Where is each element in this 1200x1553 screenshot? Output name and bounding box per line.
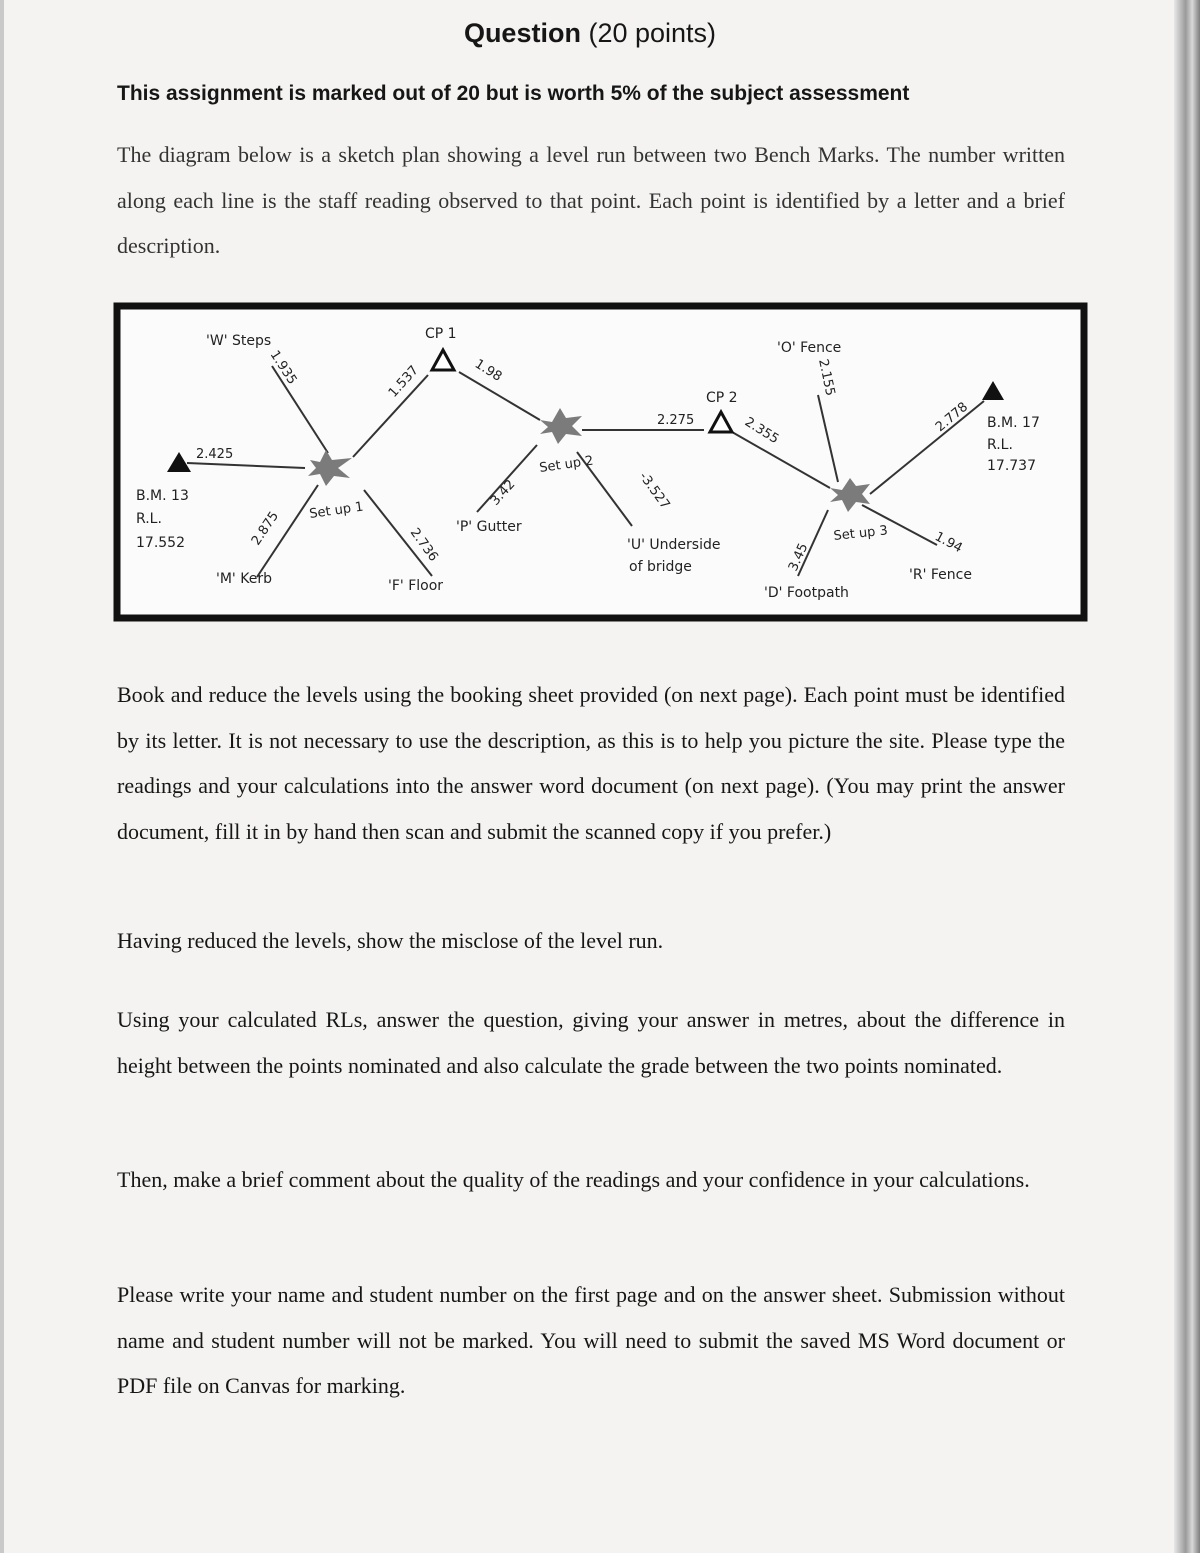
instruction-submission: Please write your name and student number on the first page and on the answer sheet. Submission without name and student number will not be marked. You will need to submit the saved MS Word document or PDF file on Canvas for marking. [117,1282,1065,1398]
point-p-label: 'P' Gutter [456,519,522,535]
setup-2-label: Set up 2 [538,453,595,476]
point-r-label: 'R' Fence [909,567,972,583]
point-w-label: 'W' Steps [206,333,272,349]
bm17-rl-label: R.L. [987,437,1013,453]
point-u-label-line2: of bridge [629,559,692,575]
reading-o: 2.155 [815,357,838,398]
assignment-weighting: This assignment is marked out of 20 but is worth 5% of the subject assessment [117,82,910,105]
bm17-rl-value: 17.737 [987,458,1036,474]
scan-right-edge [1174,0,1200,1553]
point-u-label-line1: 'U' Underside [627,537,721,553]
reading-f: 2.736 [406,525,441,565]
scan-left-edge [0,0,4,1553]
reading-cp2-bs: 2.355 [741,414,782,448]
reading-bm13: 2.425 [196,447,234,462]
reading-r: 1.94 [932,529,965,557]
instruction-height-difference: Using your calculated RLs, answer the question, giving your answer in metres, about the difference in height between the points nominated and also calculate the grade between the two points nominated. [117,1007,1065,1078]
instruction-booking: Book and reduce the levels using the booking sheet provided (on next page). Each point must be identified by its letter. It is not necessary to use the description, as this is to help you picture the site. Please type the readings and your calculations into the answer word document (on next page). (You may print the answer document, fill it in by hand then scan and submit the scanned copy if you prefer.) [117,682,1065,844]
question-title-word: Question [463,18,581,48]
bm13-rl-value: 17.552 [136,535,185,551]
setup-3-label: Set up 3 [832,523,889,544]
reading-cp1-fs: 1.537 [385,362,422,401]
question-points: (20 points) [588,18,717,48]
question-title [0,18,1180,49]
cp1-label: CP 1 [425,326,457,342]
bm17-name: B.M. 17 [987,415,1040,431]
level-run-diagram [112,300,1090,626]
instruction-quality-comment: Then, make a brief comment about the quality of the readings and your confidence in your calculations. [117,1167,1030,1192]
reading-cp2-fs: 2.275 [657,413,695,428]
bm13-rl-label: R.L. [136,511,162,527]
reading-m: 2.875 [248,508,283,549]
cp2-label: CP 2 [706,390,738,406]
reading-u: -3.527 [635,469,673,513]
point-f-label: 'F' Floor [388,578,444,594]
point-m-label: 'M' Kerb [216,571,272,587]
intro-paragraph: The diagram below is a sketch plan showing a level run between two Bench Marks. The number written along each line is the staff reading observed to that point. Each point is identified by a letter and a brief description. [117,142,1065,258]
point-d-label: 'D' Footpath [764,585,849,601]
reading-bm17: 2.778 [932,399,972,436]
instruction-misclose: Having reduced the levels, show the misclose of the level run. [117,928,664,953]
reading-cp1-bs: 1.98 [471,356,505,385]
bm13-name: B.M. 13 [136,488,189,504]
reading-p: 3.42 [487,477,519,509]
reading-d: 3.45 [785,541,812,574]
reading-w: 1.935 [266,348,300,388]
point-o-label: 'O' Fence [777,340,842,356]
setup-1-label: Set up 1 [308,499,365,522]
